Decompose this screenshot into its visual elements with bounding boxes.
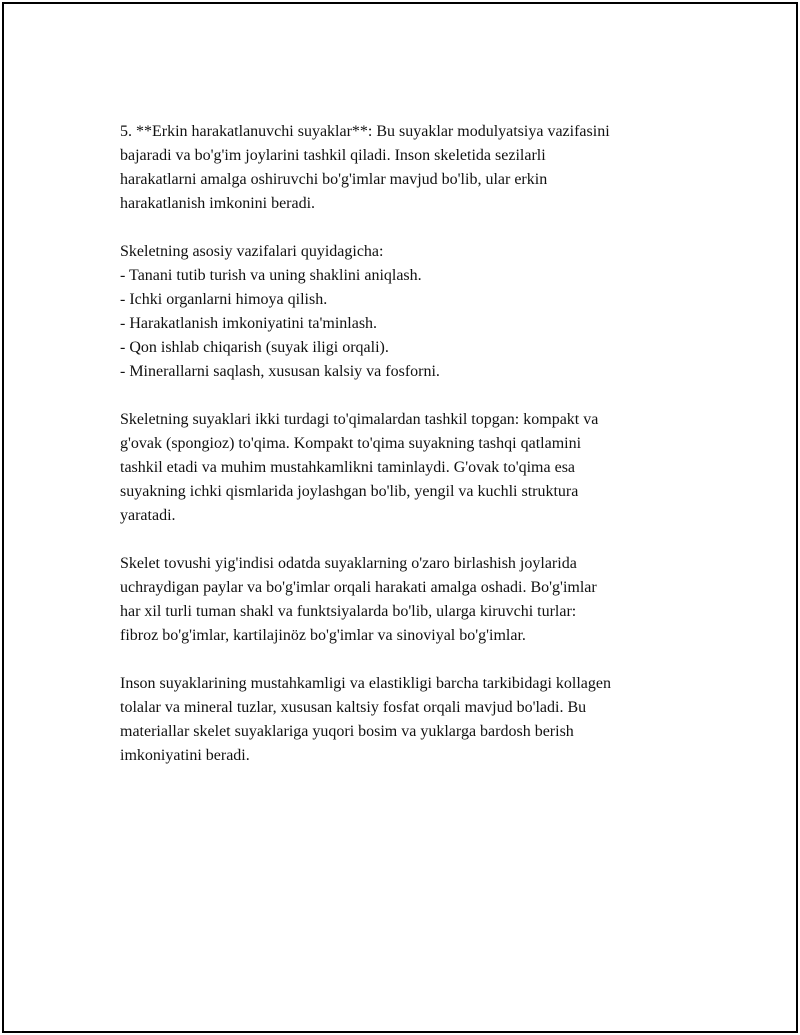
text-line: Skeletning suyaklari ikki turdagi to'qimalardan tashkil topgan: kompakt va [120, 411, 599, 428]
text-line: fibroz bo'g'imlar, kartilajinöz bo'g'imlar va sinoviyal bo'g'imlar. [120, 627, 526, 644]
text-line: har xil turli tuman shakl va funktsiyalarda bo'lib, ularga kiruvchi turlar: [120, 603, 577, 620]
document-body [120, 120, 700, 792]
paragraph-free-moving-bones [120, 120, 700, 216]
text-line: materiallar skelet suyaklariga yuqori bosim va yuklarga bardosh berish [120, 723, 574, 740]
list-item: - Minerallarni saqlash, xususan kalsiy va fosforni. [120, 363, 440, 380]
list-item: - Harakatlanish imkoniyatini ta'minlash. [120, 315, 378, 332]
list-heading: Skeletning asosiy vazifalari quyidagicha: [120, 243, 384, 260]
text-line: bajaradi va bo'g'im joylarini tashkil qiladi. Inson skeletida sezilarli [120, 147, 546, 164]
list-item: - Ichki organlarni himoya qilish. [120, 291, 328, 308]
paragraph-joints [120, 552, 700, 648]
text-line: tolalar va mineral tuzlar, xususan kaltsiy fosfat orqali mavjud bo'ladi. Bu [120, 699, 587, 716]
text-line: harakatlarni amalga oshiruvchi bo'g'imlar mavjud bo'lib, ular erkin [120, 171, 548, 188]
text-line: yaratadi. [120, 507, 176, 524]
document-page [2, 2, 798, 1033]
paragraph-bone-strength [120, 672, 700, 768]
text-line: 5. **Erkin harakatlanuvchi suyaklar**: Bu suyaklar modulyatsiya vazifasini [120, 123, 610, 140]
text-line: tashkil etadi va muhim mustahkamlikni taminlaydi. G'ovak to'qima esa [120, 459, 576, 476]
list-item: - Tanani tutib turish va uning shaklini aniqlash. [120, 267, 422, 284]
list-item: - Qon ishlab chiqarish (suyak iligi orqali). [120, 339, 389, 356]
text-line: Inson suyaklarining mustahkamligi va elastikligi barcha tarkibidagi kollagen [120, 675, 611, 692]
text-line: uchraydigan paylar va bo'g'imlar orqali harakati amalga oshadi. Bo'g'imlar [120, 579, 597, 596]
paragraph-bone-tissue [120, 408, 700, 528]
text-line: Skelet tovushi yig'indisi odatda suyaklarning o'zaro birlashish joylarida [120, 555, 577, 572]
text-line: imkoniyatini beradi. [120, 747, 250, 764]
text-line: harakatlanish imkonini beradi. [120, 195, 316, 212]
text-line: suyakning ichki qismlarida joylashgan bo'lib, yengil va kuchli struktura [120, 483, 579, 500]
text-line: g'ovak (spongioz) to'qima. Kompakt to'qima suyakning tashqi qatlamini [120, 435, 582, 452]
paragraph-skeleton-functions [120, 240, 700, 384]
